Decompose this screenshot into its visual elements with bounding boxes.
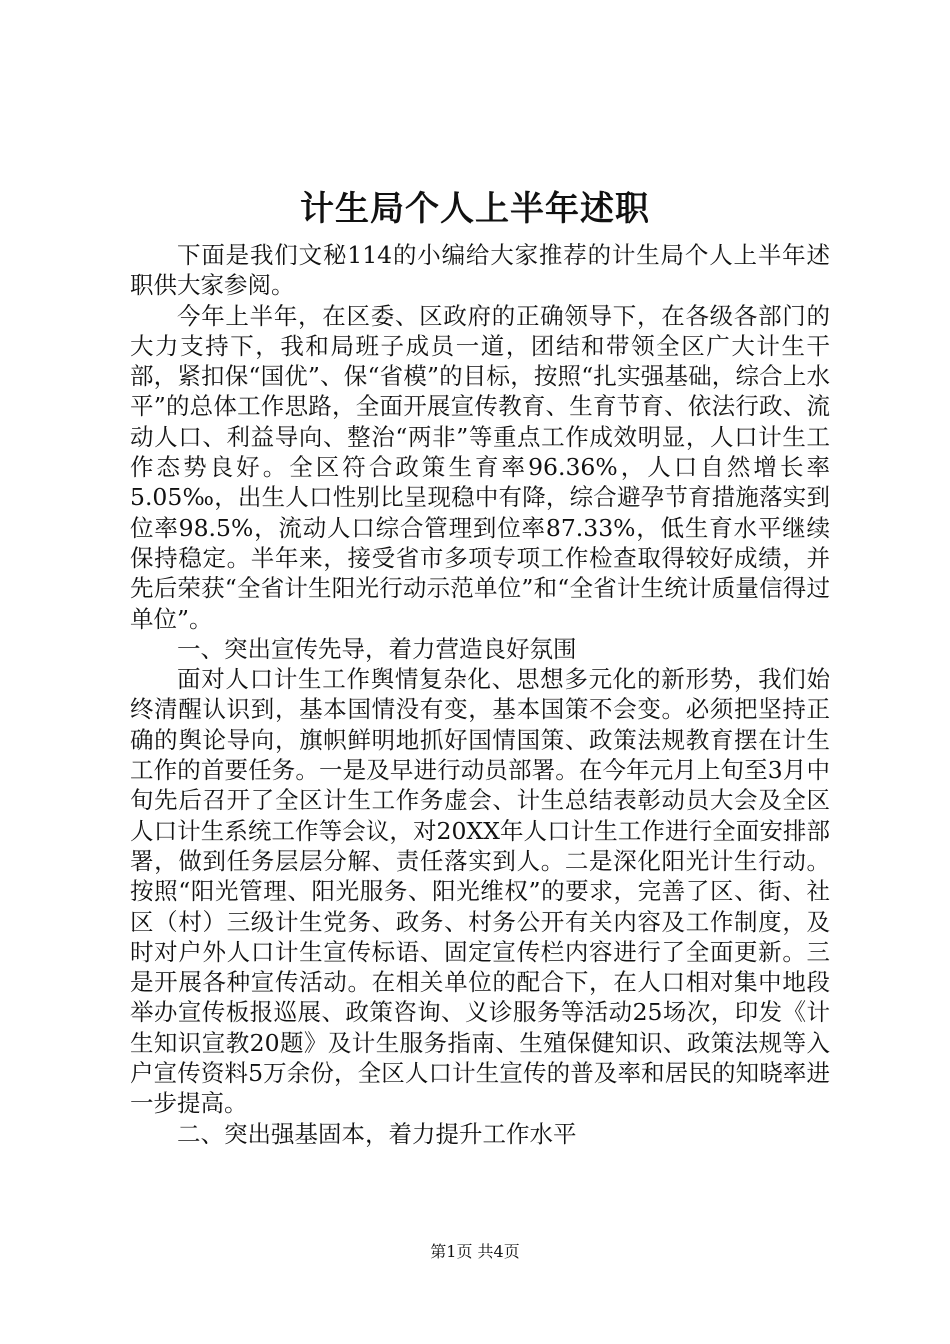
section-heading-2: 二、突出强基固本，着力提升工作水平 [177, 1119, 577, 1148]
paragraph-summary: 今年上半年，在区委、区政府的正确领导下，在各级各部门的大力支持下，我和局班子成员一道，团结和带领全区广大计生干部，紧扣保“国优”、保“省模”的目标，按照“扎实强基础，综合上水平”的总体工作思路，全面开展宣传教育、生育节育、依法行政、流动人口、利益导向、整治“两非”等重点工作成效明显，人口计生工作态势良好。全区符合政策生育率96.36%，人口自然增长率5.05‰，出生人口性别比呈现稳中有降，综合避孕节育措施落实到位率98.5%，流动人口综合管理到位率87.33%，低生育水平继续保持稳定。半年来，接受省市多项专项工作检查取得较好成绩，并先后荣获“全省计生阳光行动示范单位”和“全省计生统计质量信得过单位”。 [130, 301, 830, 633]
paragraph-intro: 下面是我们文秘114的小编给大家推荐的计生局个人上半年述职供大家参阅。 [130, 241, 830, 300]
paragraph-section-1: 面对人口计生工作舆情复杂化、思想多元化的新形势，我们始终清醒认识到，基本国情没有变，基本国策不会变。必须把坚持正确的舆论导向，旗帜鲜明地抓好国情国策、政策法规教育摆在计生工作的首要任务。一是及早进行动员部署。在今年元月上旬至3月中旬先后召开了全区计生工作务虚会、计生总结表彰动员大会及全区人口计生系统工作等会议，对20XX年人口计生工作进行全面安排部署，做到任务层层分解、责任落实到人。二是深化阳光计生行动。按照“阳光管理、阳光服务、阳光维权”的要求，完善了区、街、社区（村）三级计生党务、政务、村务公开有关内容及工作制度，及时对户外人口计生宣传标语、固定宣传栏内容进行了全面更新。三是开展各种宣传活动。在相关单位的配合下，在人口相对集中地段举办宣传板报巡展、政策咨询、义诊服务等活动25场次，印发《计生知识宣教20题》及计生服务指南、生殖保健知识、政策法规等入户宣传资料5万余份，全区人口计生宣传的普及率和居民的知晓率进一步提高。 [130, 665, 830, 1118]
document-title: 计生局个人上半年述职 [300, 189, 650, 229]
section-heading-1: 一、突出宣传先导，着力营造良好氛围 [177, 634, 577, 663]
document-body [130, 240, 830, 1149]
page-footer: 第1页 共4页 [430, 1242, 520, 1261]
